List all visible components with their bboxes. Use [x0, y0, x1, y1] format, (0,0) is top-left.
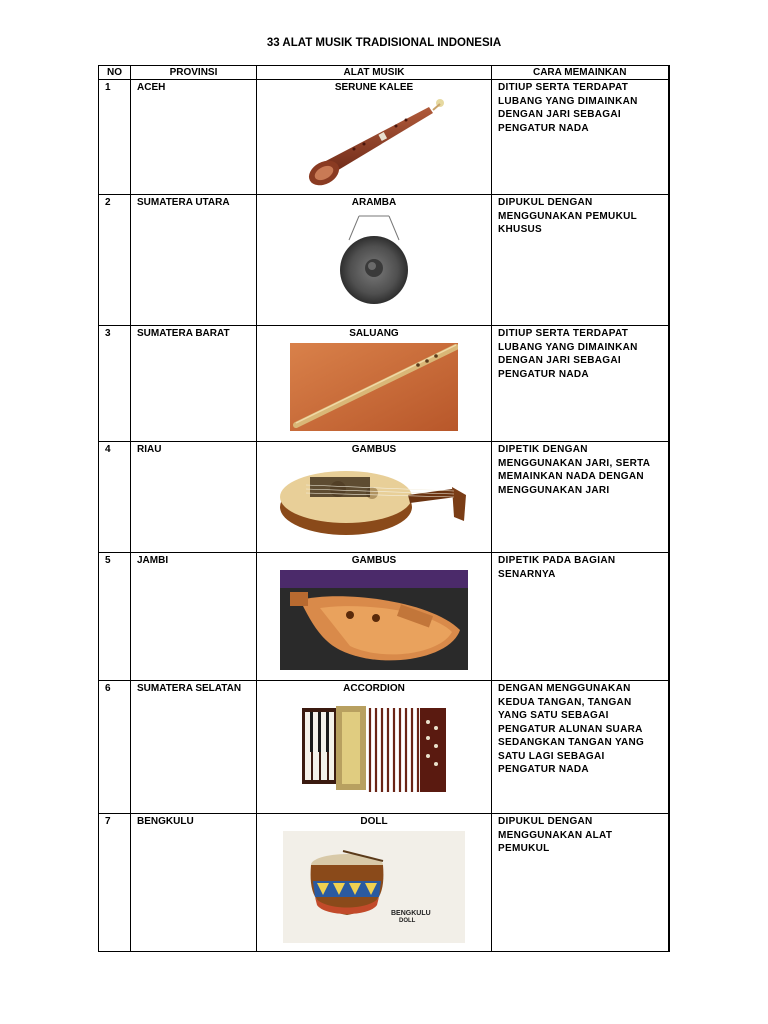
row-alat-musik: GAMBUS — [351, 555, 397, 566]
row-provinsi: SUMATERA SELATAN — [131, 681, 257, 814]
row-number: 4 — [99, 442, 131, 553]
table-row — [99, 326, 669, 442]
row-cara-memainkan: DIPUKUL DENGAN MENGGUNAKAN ALAT PEMUKUL — [492, 814, 669, 952]
row-cara-memainkan: DIPUKUL DENGAN MENGGUNAKAN PEMUKUL KHUSUS — [492, 195, 669, 326]
instrument-table — [98, 65, 670, 952]
row-provinsi: JAMBI — [131, 553, 257, 681]
row-cara-memainkan: DITIUP SERTA TERDAPAT LUBANG YANG DIMAINKAN DENGAN JARI SEBAGAI PENGATUR NADA — [492, 80, 669, 195]
oud-icon — [276, 459, 472, 539]
drum-icon — [283, 831, 465, 943]
table-row — [99, 681, 669, 814]
row-cara-memainkan: DENGAN MENGGUNAKAN KEDUA TANGAN, TANGAN YANG SATU SEBAGAI PENGATUR ALUNAN SUARA SEDANGKAN TANGAN YANG SATU LAGI SEBAGAI PENGATUR NADA — [492, 681, 669, 814]
photo-caption-province: BENGKULU — [391, 909, 431, 917]
row-provinsi: BENGKULU — [131, 814, 257, 952]
row-number: 6 — [99, 681, 131, 814]
table-row — [99, 195, 669, 326]
row-alat-musik: DOLL — [360, 816, 388, 827]
row-alat-musik: ACCORDION — [343, 683, 405, 694]
row-alat-musik: SALUANG — [349, 328, 399, 339]
row-alat-musik: ARAMBA — [351, 197, 397, 208]
table-row — [99, 814, 669, 952]
table-row — [99, 80, 669, 195]
page-title: 33 ALAT MUSIK TRADISIONAL INDONESIA — [266, 37, 502, 49]
row-provinsi: SUMATERA BARAT — [131, 326, 257, 442]
row-provinsi: RIAU — [131, 442, 257, 553]
table-row — [99, 553, 669, 681]
flute-icon — [290, 343, 458, 431]
accordion-icon — [296, 698, 452, 802]
gambus-icon — [280, 570, 468, 670]
row-number: 1 — [99, 80, 131, 195]
header-no: NO — [99, 66, 131, 80]
row-provinsi: ACEH — [131, 80, 257, 195]
table-header-row — [99, 66, 669, 80]
row-alat-musik: GAMBUS — [351, 444, 397, 455]
photo-caption-instrument: DOLL — [399, 917, 416, 924]
gong-icon — [329, 212, 419, 304]
row-number: 5 — [99, 553, 131, 681]
header-provinsi: PROVINSI — [131, 66, 257, 80]
header-alat-musik: ALAT MUSIK — [257, 66, 492, 80]
row-provinsi: SUMATERA UTARA — [131, 195, 257, 326]
header-cara-memainkan: CARA MEMAINKAN — [492, 66, 669, 80]
table-row — [99, 442, 669, 553]
row-number: 3 — [99, 326, 131, 442]
row-alat-musik: SERUNE KALEE — [334, 82, 414, 93]
row-cara-memainkan: DIPETIK PADA BAGIAN SENARNYA — [492, 553, 669, 681]
row-number: 2 — [99, 195, 131, 326]
row-cara-memainkan: DITIUP SERTA TERDAPAT LUBANG YANG DIMAINKAN DENGAN JARI SEBAGAI PENGATUR NADA — [492, 326, 669, 442]
serune-kalee-icon — [294, 97, 454, 189]
row-number: 7 — [99, 814, 131, 952]
row-cara-memainkan: DIPETIK DENGAN MENGGUNAKAN JARI, SERTA MEMAINKAN NADA DENGAN MENGGUNAKAN JARI — [492, 442, 669, 553]
